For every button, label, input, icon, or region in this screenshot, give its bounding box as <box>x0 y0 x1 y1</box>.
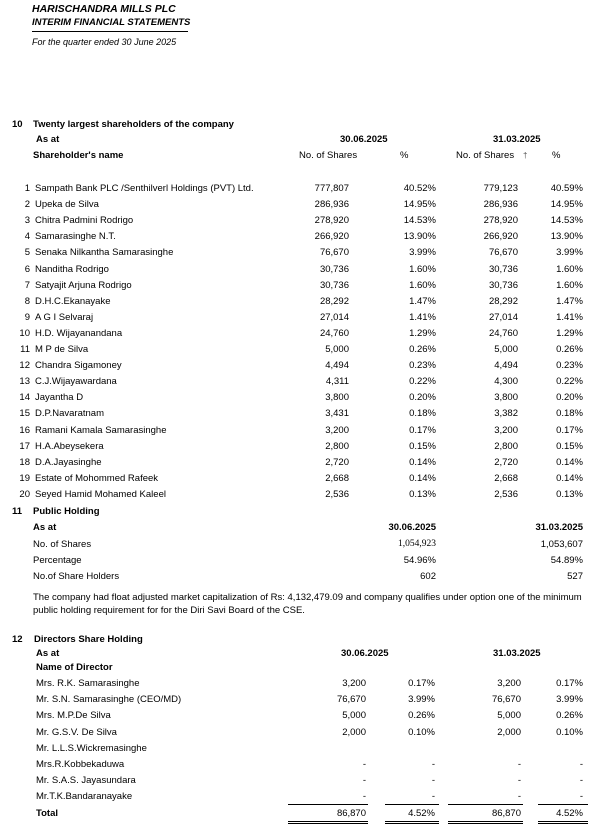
section-number: 11 <box>12 506 23 517</box>
shareholder-name: Senaka Nilkantha Samarasinghe <box>35 247 174 259</box>
pct-prior: 0.10% <box>556 726 583 738</box>
value-current: 1,054,923 <box>398 539 436 549</box>
shares-current: 2,720 <box>325 456 349 468</box>
director-name: Mr. L.L.S.Wickremasinghe <box>36 742 147 754</box>
shareholder-name: M P de Silva <box>35 344 89 355</box>
pct-prior: 40.59% <box>550 183 583 194</box>
shares-prior: 2,800 <box>494 440 518 452</box>
pct-current: 14.53% <box>403 215 436 227</box>
as-at-label: As at <box>33 522 57 533</box>
pct-current: 0.13% <box>409 488 436 500</box>
pct-prior: - <box>579 759 583 770</box>
date-current: 30.06.2025 <box>340 134 388 145</box>
pct-prior: 3.99% <box>556 694 583 706</box>
column-header-pct: % <box>400 150 409 161</box>
date-current: 30.06.2025 <box>388 522 436 533</box>
shares-current: 3,200 <box>342 678 366 689</box>
director-name: Mr. S.N. Samarasinghe (CEO/MD) <box>36 694 182 706</box>
shareholder-name: Seyed Hamid Mohamed Kaleel <box>35 488 166 500</box>
total-rule-double <box>538 823 588 824</box>
shareholder-name: Samarasinghe N.T. <box>35 231 116 243</box>
pct-current: 1.47% <box>409 295 436 307</box>
shares-prior: 266,920 <box>483 231 518 243</box>
pct-current: 1.60% <box>409 263 436 275</box>
column-header-shares: No. of Shares <box>299 150 358 161</box>
shares-current: 2,536 <box>325 488 349 500</box>
shares-prior: 3,200 <box>497 678 521 689</box>
pct-current: - <box>431 791 435 803</box>
row-number: 7 <box>24 279 30 291</box>
pct-prior: 0.22% <box>556 376 583 388</box>
total-rule-double <box>385 823 439 824</box>
value-prior: 1,053,607 <box>540 539 583 550</box>
shareholder-name: D.A.Jayasinghe <box>35 456 102 468</box>
shareholder-name: Upeka de Silva <box>35 199 99 211</box>
total-rule-double <box>538 821 588 822</box>
pct-current: 0.17% <box>409 424 436 436</box>
shareholder-name: Estate of Mohommed Rafeek <box>35 472 159 484</box>
header-divider <box>32 31 188 32</box>
as-at-label: As at <box>36 648 60 659</box>
shares-prior: 4,300 <box>494 376 518 388</box>
total-rule-top <box>385 804 439 805</box>
pct-prior: 0.17% <box>556 424 583 436</box>
shareholder-name: H.A.Abeysekera <box>35 440 104 452</box>
row-label: Percentage <box>33 555 82 566</box>
shares-prior: 30,736 <box>488 279 518 291</box>
value-current: 602 <box>420 571 436 582</box>
shareholder-name: Ramani Kamala Samarasinghe <box>35 424 167 436</box>
value-prior: 54.89% <box>550 555 583 566</box>
float-note-line-2: public holding requirement for for the Diri Savi Board of the CSE. <box>33 605 305 616</box>
row-number: 6 <box>24 263 30 275</box>
column-header-director: Name of Director <box>36 662 113 673</box>
shares-current: 286,936 <box>314 199 349 211</box>
director-name: Mr. S.A.S. Jayasundara <box>36 775 136 787</box>
total-pct: 4.52% <box>408 808 435 819</box>
pct-prior: 0.13% <box>556 488 583 500</box>
shares-prior: 779,123 <box>483 183 518 194</box>
row-number: 3 <box>24 215 30 227</box>
shares-current: - <box>362 759 366 770</box>
pct-prior: 1.60% <box>556 263 583 275</box>
shareholder-name: Nanditha Rodrigo <box>35 263 109 275</box>
pct-prior: 1.41% <box>556 311 583 323</box>
director-name: Mr.T.K.Bandaranayake <box>36 791 133 803</box>
shares-prior: 2,720 <box>494 456 518 468</box>
total-label: Total <box>36 808 58 819</box>
section-title: Directors Share Holding <box>34 634 143 645</box>
shares-prior: 3,200 <box>494 424 518 436</box>
total-rule-top <box>288 804 368 805</box>
shareholder-name: D.H.C.Ekanayake <box>35 295 111 307</box>
shares-prior: 30,736 <box>488 263 518 275</box>
pct-current: 3.99% <box>409 247 436 259</box>
pct-current: 13.90% <box>403 231 436 243</box>
shares-current: 266,920 <box>314 231 349 243</box>
pct-prior: 0.20% <box>556 392 583 404</box>
shares-current: 4,311 <box>325 376 349 388</box>
total-rule-double <box>448 823 523 824</box>
section-title: Twenty largest shareholders of the company <box>33 119 234 130</box>
shareholder-name: Sampath Bank PLC /Senthilverl Holdings (PVT) Ltd. <box>35 183 254 194</box>
shares-prior: 24,760 <box>488 327 518 339</box>
pct-prior: 0.26% <box>556 710 583 722</box>
date-prior: 31.03.2025 <box>535 522 583 533</box>
row-number: 1 <box>24 183 30 194</box>
date-prior: 31.03.2025 <box>493 134 541 145</box>
total-rule-double <box>288 823 368 824</box>
shareholder-name: D.P.Navaratnam <box>35 408 104 420</box>
pct-prior: 1.60% <box>556 279 583 291</box>
row-number: 19 <box>19 472 30 484</box>
pct-current: - <box>431 759 435 770</box>
pct-prior: 14.53% <box>550 215 583 227</box>
company-name: HARISCHANDRA MILLS PLC <box>32 3 176 15</box>
row-number: 14 <box>19 392 30 404</box>
section-number: 10 <box>12 119 23 130</box>
shares-current: 5,000 <box>325 344 349 355</box>
section-number: 12 <box>12 634 23 645</box>
shares-prior: 5,000 <box>497 710 521 722</box>
shares-prior: 3,800 <box>494 392 518 404</box>
shareholder-name: A G I Selvaraj <box>35 311 94 323</box>
row-number: 16 <box>19 424 30 436</box>
row-number: 18 <box>19 456 30 468</box>
pct-current: 0.20% <box>409 392 436 404</box>
row-number: 11 <box>20 344 30 355</box>
shares-current: 4,494 <box>325 360 349 372</box>
pct-prior: - <box>579 791 583 803</box>
director-name: Mrs.R.Kobbekaduwa <box>36 759 125 770</box>
pct-current: 0.14% <box>409 472 436 484</box>
shares-prior: 5,000 <box>494 344 518 355</box>
row-number: 10 <box>19 327 30 339</box>
cursor-icon: † <box>523 151 528 160</box>
shares-current: 777,807 <box>314 183 349 194</box>
total-rule-double <box>288 821 368 822</box>
shares-prior: 76,670 <box>491 694 521 706</box>
date-prior: 31.03.2025 <box>493 648 541 659</box>
shares-prior: - <box>517 759 521 770</box>
pct-current: 0.17% <box>408 678 435 689</box>
pct-prior: 0.14% <box>556 456 583 468</box>
row-number: 20 <box>19 488 30 500</box>
float-note-line-1: The company had float adjusted market capitalization of Rs: 4,132,479.09 and company qualifies under option one of the minimum <box>33 592 582 603</box>
pct-prior: 1.29% <box>556 327 583 339</box>
director-name: Mr. G.S.V. De Silva <box>36 726 117 738</box>
pct-current: 0.23% <box>409 360 436 372</box>
pct-prior: 0.23% <box>556 360 583 372</box>
shares-prior: 3,382 <box>494 408 518 420</box>
shares-current: 3,200 <box>325 424 349 436</box>
shares-prior: - <box>517 791 521 803</box>
pct-current: 0.22% <box>409 376 436 388</box>
row-number: 12 <box>19 360 30 372</box>
period-label: For the quarter ended 30 June 2025 <box>32 37 177 47</box>
shareholder-name: Chandra Sigamoney <box>35 360 122 372</box>
shares-prior: 2,536 <box>494 488 518 500</box>
shares-current: 5,000 <box>342 710 366 722</box>
shares-prior: 286,936 <box>483 199 518 211</box>
total-shares-prior: 86,870 <box>491 808 521 819</box>
director-name: Mrs. M.P.De Silva <box>36 710 111 722</box>
pct-current: 0.14% <box>409 456 436 468</box>
value-prior: 527 <box>567 571 583 582</box>
shares-current: 278,920 <box>314 215 349 227</box>
column-header-shares-prior: No. of Shares <box>456 150 515 161</box>
shares-prior: 2,668 <box>494 472 518 484</box>
pct-current: 40.52% <box>403 183 436 194</box>
pct-current: 1.29% <box>409 327 436 339</box>
shares-current: 76,670 <box>319 247 349 259</box>
row-number: 9 <box>24 311 30 323</box>
shareholder-name: H.D. Wijayanandana <box>35 327 123 339</box>
row-label: No. of Shares <box>33 539 92 550</box>
shares-prior: - <box>517 775 521 787</box>
director-name: Mrs. R.K. Samarasinghe <box>36 678 140 689</box>
pct-prior: 0.18% <box>556 408 583 420</box>
total-rule-top <box>538 804 588 805</box>
row-number: 5 <box>24 247 30 259</box>
pct-prior: 13.90% <box>550 231 583 243</box>
row-number: 8 <box>24 295 30 307</box>
shares-current: 3,431 <box>325 408 349 420</box>
pct-prior: 14.95% <box>550 199 583 211</box>
shares-prior: 4,494 <box>494 360 518 372</box>
row-number: 2 <box>24 199 30 211</box>
row-number: 15 <box>19 408 30 420</box>
pct-current: 1.60% <box>409 279 436 291</box>
shares-prior: 27,014 <box>488 311 518 323</box>
pct-current: - <box>431 775 435 787</box>
shares-prior: 76,670 <box>488 247 518 259</box>
shares-current: 30,736 <box>319 279 349 291</box>
pct-current: 3.99% <box>408 694 435 706</box>
pct-current: 0.26% <box>408 710 435 722</box>
shares-current: 27,014 <box>319 311 349 323</box>
total-rule-double <box>448 821 523 822</box>
document-subtitle: INTERIM FINANCIAL STATEMENTS <box>32 17 191 28</box>
total-shares: 86,870 <box>336 808 366 819</box>
pct-current: 0.26% <box>409 344 436 355</box>
pct-prior: 0.26% <box>556 344 583 355</box>
shares-prior: 278,920 <box>483 215 518 227</box>
date-current: 30.06.2025 <box>341 648 389 659</box>
column-header-name: Shareholder's name <box>33 150 124 161</box>
pct-current: 0.10% <box>408 726 435 738</box>
shares-current: 2,668 <box>325 472 349 484</box>
shareholder-name: Chitra Padmini Rodrigo <box>35 215 134 227</box>
shareholder-name: Jayantha D <box>35 392 84 404</box>
shares-current: 2,000 <box>342 726 366 738</box>
shares-current: 30,736 <box>319 263 349 275</box>
pct-current: 0.18% <box>409 408 436 420</box>
total-rule-top <box>448 804 523 805</box>
pct-current: 14.95% <box>403 199 436 211</box>
pct-prior: 1.47% <box>556 295 583 307</box>
pct-prior: 0.15% <box>556 440 583 452</box>
shares-current: 76,670 <box>336 694 366 706</box>
total-pct-prior: 4.52% <box>556 808 583 819</box>
shares-current: 2,800 <box>325 440 349 452</box>
pct-current: 0.15% <box>409 440 436 452</box>
shareholder-name: Satyajit Arjuna Rodrigo <box>35 279 132 291</box>
shares-current: - <box>362 775 366 787</box>
row-number: 4 <box>24 231 30 243</box>
column-header-pct-prior: % <box>552 150 561 161</box>
row-number: 17 <box>19 440 30 452</box>
row-label: No.of Share Holders <box>33 571 120 582</box>
pct-current: 1.41% <box>409 311 436 323</box>
value-current: 54.96% <box>403 555 436 566</box>
shares-current: 28,292 <box>319 295 349 307</box>
shareholder-name: C.J.Wijayawardana <box>35 376 117 388</box>
shares-current: - <box>362 791 366 803</box>
shares-current: 3,800 <box>325 392 349 404</box>
shares-prior: 28,292 <box>488 295 518 307</box>
pct-prior: 0.17% <box>556 678 583 689</box>
shares-prior: 2,000 <box>497 726 521 738</box>
section-title: Public Holding <box>33 506 100 517</box>
pct-prior: 0.14% <box>556 472 583 484</box>
as-at-label: As at <box>36 134 60 145</box>
total-rule-double <box>385 821 439 822</box>
pct-prior: - <box>579 775 583 787</box>
row-number: 13 <box>19 376 30 388</box>
shares-current: 24,760 <box>319 327 349 339</box>
pct-prior: 3.99% <box>556 247 583 259</box>
